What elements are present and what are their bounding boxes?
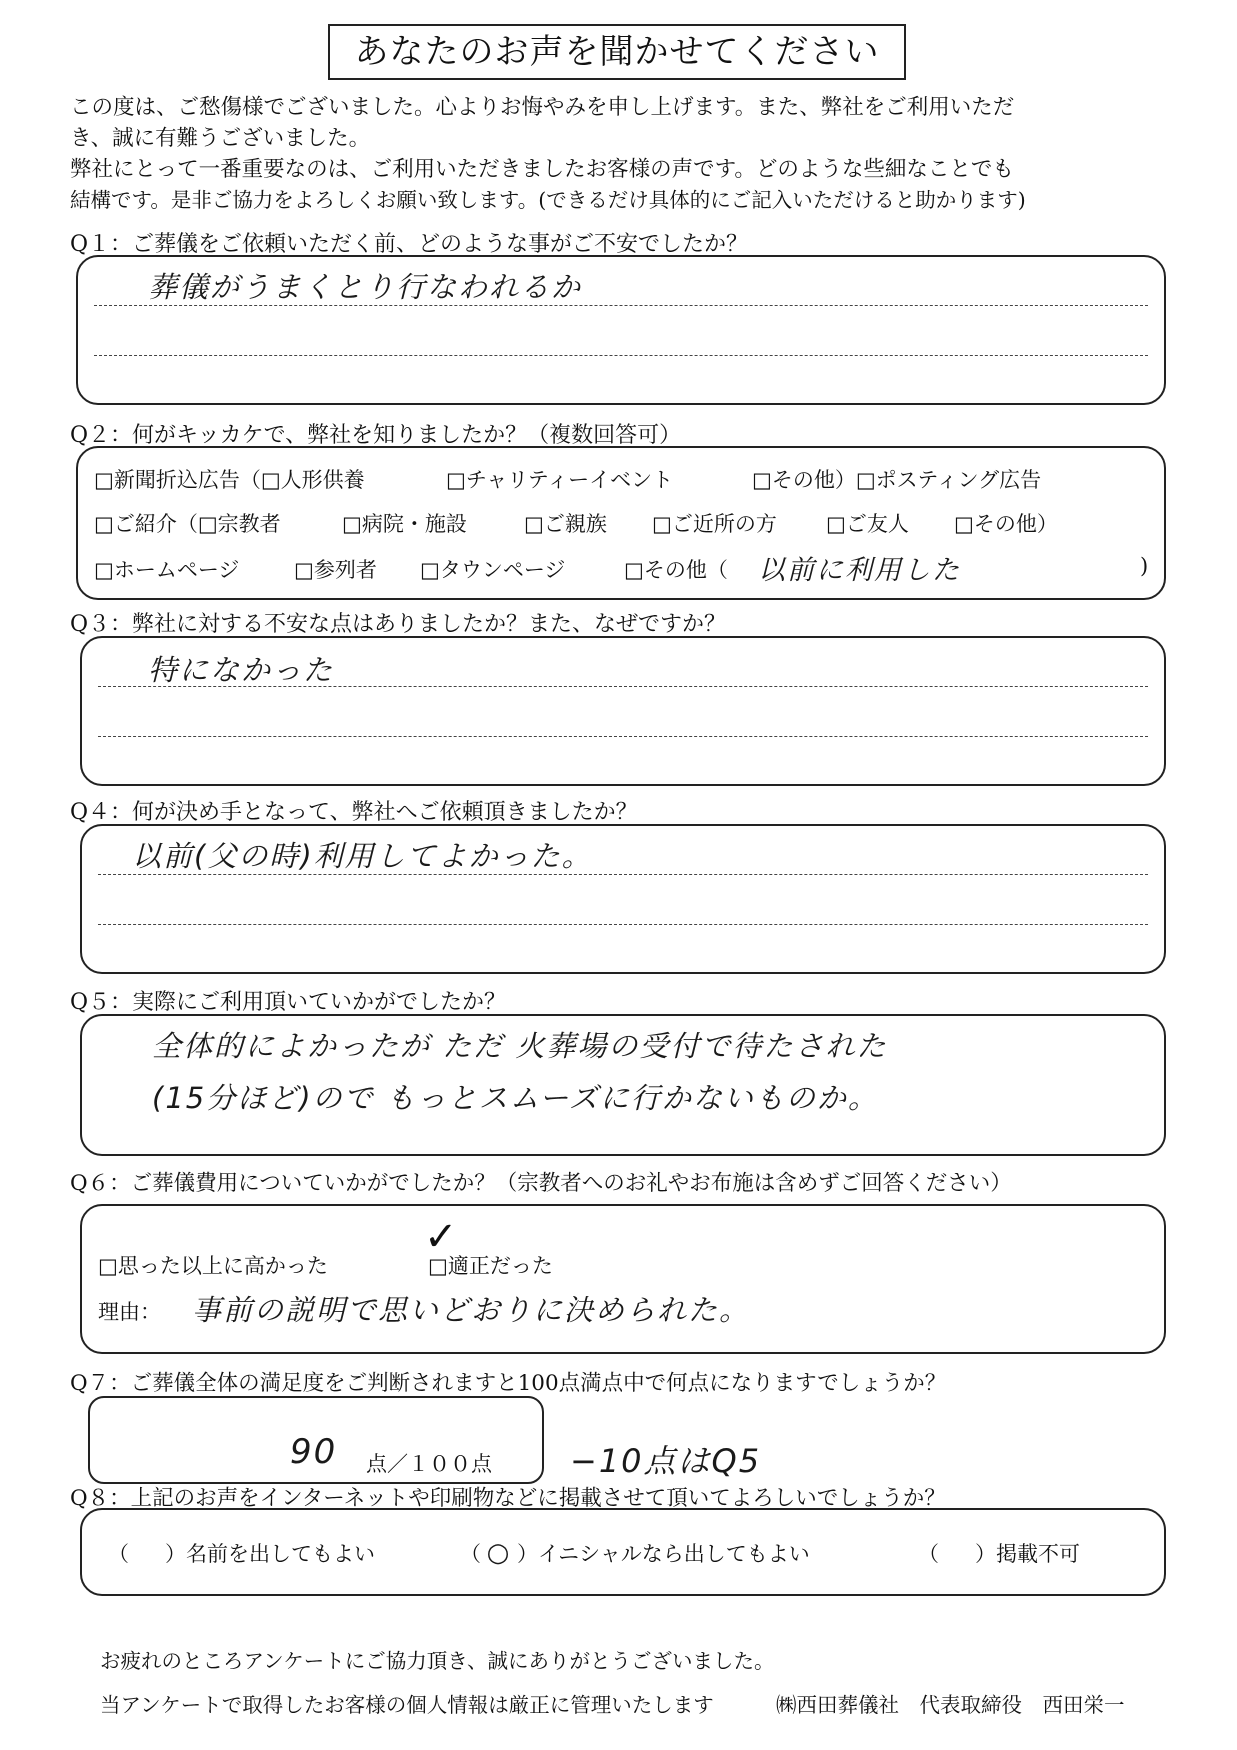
q3-answer-box[interactable] [80,636,1166,786]
q2-option-neighbors[interactable]: □ご近所の方 [652,512,777,536]
intro-line: き、誠に有難うございました。 [70,126,371,151]
q2-option-attendee[interactable]: □参列者 [294,558,377,582]
footer-company: ㈱西田葬儀社 代表取締役 西田栄一 [776,1693,1125,1717]
q4-question: Q４：何が決め手となって、弊社へご依頼頂きましたか？ [70,800,638,825]
q2-option-hospital[interactable]: □病院・施設 [342,512,467,536]
q6-option-reasonable[interactable]: □適正だった [428,1254,553,1278]
q4-answer: 以前(父の時)利用してよかった。 [132,839,593,873]
q7-score: 90 [290,1432,338,1472]
q2-option-homepage[interactable]: □ホームページ [94,558,240,582]
paren-open: （ [460,1542,481,1566]
q2-option-other[interactable]: □その他） [954,512,1058,536]
q7-score-box[interactable] [88,1396,544,1484]
q8-option-initials-label: ）イニシャルなら出してもよい [517,1542,810,1566]
q2-other-answer: 以前に利用した [758,555,961,586]
circle-mark-icon: ○ [486,1538,512,1568]
page-title: あなたのお声を聞かせてください [328,24,906,80]
q2-option-townpage[interactable]: □タウンページ [420,558,566,582]
intro-line: 弊社にとって一番重要なのは、ご利用いただきましたお客様の声です。どのような些細なことでも [70,157,1014,182]
q1-answer-box[interactable] [76,255,1166,405]
q6-option-expensive[interactable]: □思った以上に高かった [98,1254,328,1278]
q8-option-none-label: ）掲載不可 [975,1542,1080,1566]
q2-option-other2[interactable]: □その他（ [624,558,728,582]
answer-line [94,355,1148,356]
q8-option-name[interactable] [108,1538,375,1568]
q3-question: Q３：弊社に対する不安な点はありましたか？また、なぜですか？ [70,612,727,637]
intro-text [70,92,1180,216]
q3-answer: 特になかった [148,653,335,687]
q6-reason: 事前の説明で思いどおりに決められた。 [192,1293,751,1327]
q6-reason-label: 理由： [98,1300,161,1324]
q6-question: Q６：ご葬儀費用についていかがでしたか？（宗教者へのお礼やお布施は含めずご回答ください） [70,1171,1012,1196]
q5-answer-line1: 全体的によかったが ただ 火葬場の受付で待たされた [152,1029,888,1063]
intro-line: 結構です。是非ご協力をよろしくお願い致します。(できるだけ具体的にご記入いただけると助かります) [70,188,1026,212]
q5-question: Q５：実際にご利用頂いていかがでしたか？ [70,990,507,1015]
q1-answer: 葬儀がうまくとり行なわれるか [148,270,583,304]
q7-question: Q７：ご葬儀全体の満足度をご判断されますと100点満点中で何点になりますでしょうか？ [70,1371,947,1396]
q8-option-name-label: ）名前を出してもよい [165,1542,375,1566]
q2-option-newspaper[interactable]: □新聞折込広告（□人形供養 [94,468,365,492]
q6-answer-box [80,1204,1166,1354]
checkmark-icon: ✓ [424,1214,458,1260]
q1-question: Q１：ご葬儀をご依頼いただく前、どのような事がご不安でしたか？ [70,232,749,257]
q8-option-initials[interactable] [460,1538,810,1568]
q8-question: Q８：上記のお声をインターネットや印刷物などに掲載させて頂いてよろしいでしょうか？ [70,1486,946,1511]
q7-note: −10点はQ5 [570,1442,762,1480]
q8-option-none[interactable] [918,1538,1080,1568]
q2-option-friends[interactable]: □ご友人 [826,512,909,536]
q8-answer-box [80,1508,1166,1596]
paren-open: （ [108,1542,129,1566]
intro-line: この度は、ご愁傷様でございました。心よりお悔やみを申し上げます。また、弊社をご利用いただ [70,95,1015,120]
footer-privacy: 当アンケートで取得したお客様の個人情報は厳正に管理いたします [100,1693,714,1717]
q5-answer-line2: (15分ほど)ので もっとスムーズに行かないものか。 [152,1081,879,1115]
q2-option-other-posting[interactable]: □その他）□ポスティング広告 [752,468,1042,492]
q2-question: Q２：何がキッカケで、弊社を知りましたか？（複数回答可） [70,423,682,448]
q2-option-relatives[interactable]: □ご親族 [524,512,607,536]
q4-answer-box[interactable] [80,824,1166,974]
q7-score-unit: 点／１００点 [366,1452,492,1476]
q2-option-referral[interactable]: □ご紹介（□宗教者 [94,512,281,536]
answer-line [98,924,1148,925]
q2-option-charity[interactable]: □チャリティーイベント [446,468,674,492]
answer-line [98,736,1148,737]
paren-open: （ [918,1542,939,1566]
q5-answer-box[interactable] [80,1014,1166,1156]
q2-options-box [76,446,1166,600]
q2-close-paren: ) [1140,554,1149,578]
footer-thanks: お疲れのところアンケートにご協力頂き、誠にありがとうございました。 [100,1649,775,1673]
